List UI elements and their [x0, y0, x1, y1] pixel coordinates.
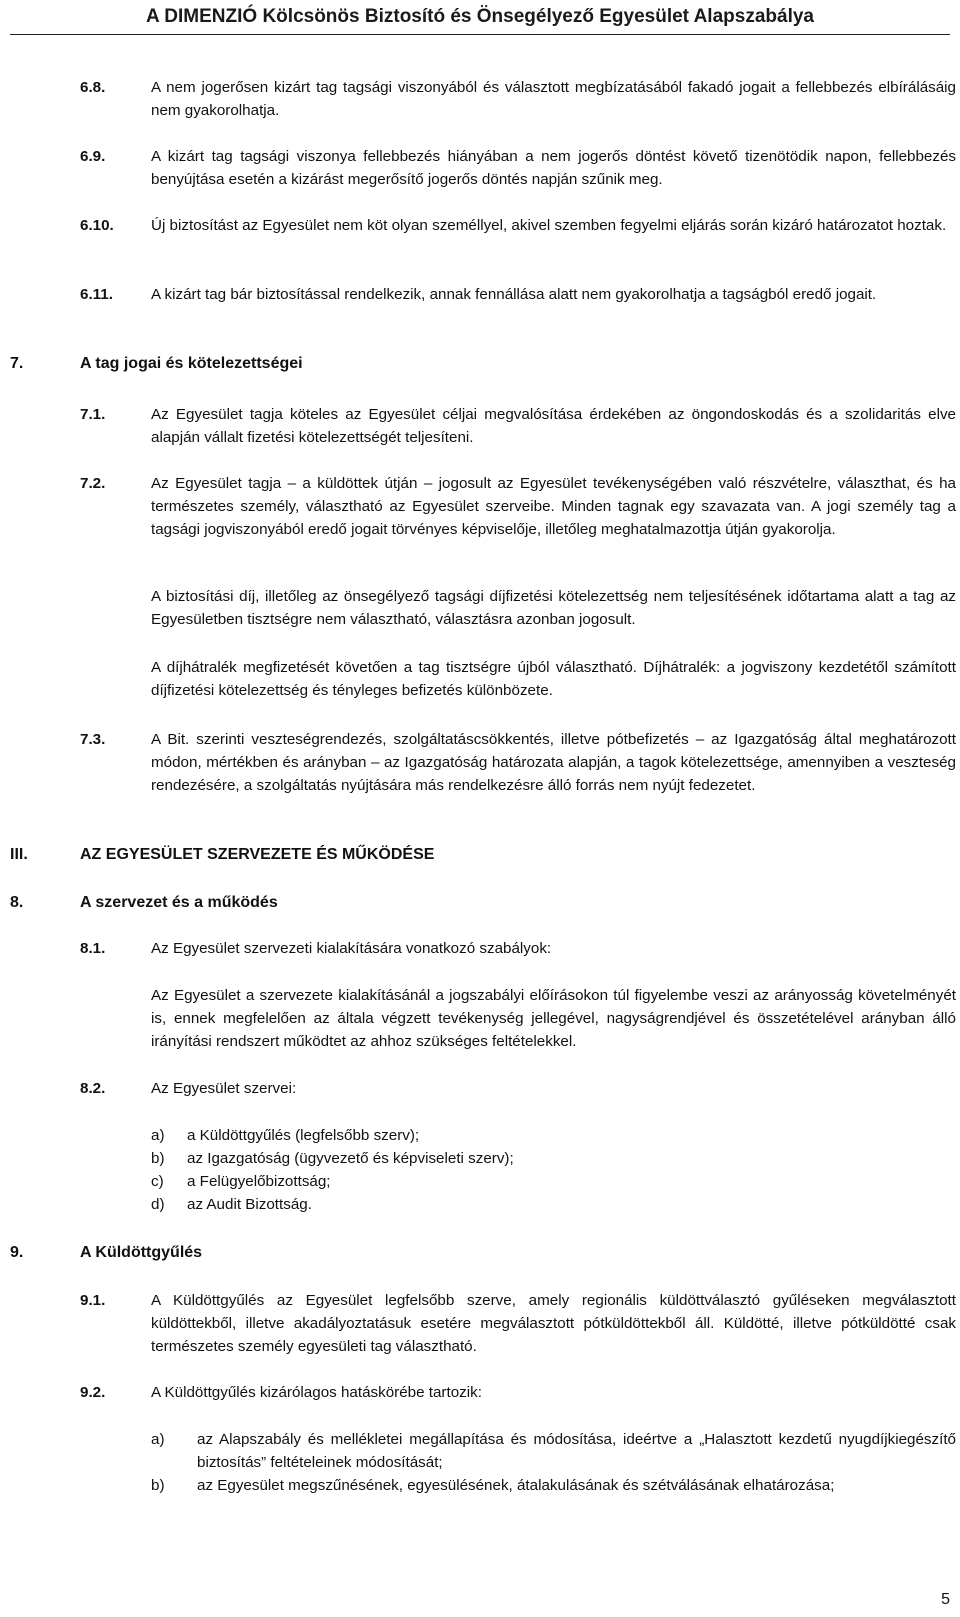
list-item: a Küldöttgyűlés (legfelsőbb szerv); [187, 1127, 420, 1144]
list-letter: b) [151, 1150, 165, 1167]
page-number: 5 [941, 1591, 950, 1608]
list-item: az Igazgatóság (ügyvezető és képviseleti szerv); [187, 1150, 514, 1167]
section-number: 6.9. [80, 148, 106, 165]
section-paragraph: A díjhátralék megfizetését követően a tag tisztségre újból választható. Díjhátralék: a jogviszony kezdetétől számított díjfizetési kötelezettség és tényleges befizetés különbözete. [151, 659, 956, 699]
chapter-title: AZ EGYESÜLET SZERVEZETE ÉS MŰKÖDÉSE [80, 846, 435, 863]
section-text: Az Egyesület tagja – a küldöttek útján – jogosult az Egyesület tevékenységében való részvételre, választhat, és ha természetes személy, választható az Egyesület szerveibe. Minden tagnak egy szavazata van. A jogi személy tag a tagsági jogviszonyából eredő jogait törvényes képviselője, illetőleg meghatalmazottja útján gyakorolja. [151, 475, 956, 538]
list-item: az Egyesület megszűnésének, egyesülésének, átalakulásának és szétválásának elhatározása; [197, 1477, 835, 1494]
list-item: az Audit Bizottság. [187, 1196, 312, 1213]
section-number: 6.11. [80, 286, 113, 303]
section-text: A Küldöttgyűlés az Egyesület legfelsőbb szerve, amely regionális küldöttválasztó gyűléseken megválasztott küldöttekből, illetve akadályoztatásuk esetére megválasztott pótküldöttekből áll. Küldötté, illetve pótküldötté csak természetes személy egyesületi tag választható. [151, 1292, 956, 1355]
list-letter: b) [151, 1477, 165, 1494]
section-number: 8.1. [80, 940, 106, 957]
section-number: 8.2. [80, 1080, 106, 1097]
section-number: 6.10. [80, 217, 114, 234]
list-letter: a) [151, 1431, 165, 1448]
list-letter: a) [151, 1127, 165, 1144]
document-header: A DIMENZIÓ Kölcsönös Biztosító és Önsegélyező Egyesület Alapszabálya [146, 6, 814, 27]
section-text: Új biztosítást az Egyesület nem köt olyan személlyel, akivel szemben fegyelmi eljárás során kizáró határozatot hoztak. [151, 217, 947, 234]
section-text: A Küldöttgyűlés kizárólagos hatáskörébe tartozik: [151, 1384, 482, 1401]
heading-number: 8. [10, 894, 24, 911]
section-text: Az Egyesület szervezeti kialakítására vonatkozó szabályok: [151, 940, 552, 957]
section-number: 9.1. [80, 1292, 106, 1309]
chapter-number: III. [10, 846, 28, 863]
section-number: 7.3. [80, 731, 106, 748]
section-text: Az Egyesület szervei: [151, 1080, 297, 1097]
section-number: 6.8. [80, 79, 106, 96]
section-paragraph: Az Egyesület a szervezete kialakításánál a jogszabályi előírásokon túl figyelembe veszi az arányosság követelményét is, ennek megfelelően az általa végzett tevékenység jellegével, nagyságrendjével és összetételével arányban álló irányítási rendszert működtet az ahhoz szükséges feltételekkel. [151, 987, 956, 1050]
header-divider [10, 34, 950, 35]
section-number: 7.2. [80, 475, 106, 492]
list-item: az Alapszabály és mellékletei megállapítása és módosítása, ideértve a „Halasztott kezdetű nyugdíjkiegészítő biztosítás” feltételeinek módosítását; [197, 1431, 956, 1471]
heading-title: A Küldöttgyűlés [80, 1244, 203, 1261]
section-text: A Bit. szerinti veszteségrendezés, szolgáltatáscsökkentés, illetve pótbefizetés – az Igazgatóság által meghatározott módon, mértékben és arányban – az Igazgatóság határozata alapján, a tagok kötelezettsége, amennyiben a veszteség rendezésére, a szolgáltatás nyújtására más rendelkezésre álló forrás nem nyújt fedezetet. [151, 731, 956, 794]
section-text: Az Egyesület tagja köteles az Egyesület céljai megvalósítása érdekében az öngondoskodás és a szolidaritás elve alapján vállalt fizetési kötelezettségét teljesíteni. [151, 406, 956, 446]
list-letter: d) [151, 1196, 165, 1213]
section-text: A kizárt tag bár biztosítással rendelkezik, annak fennállása alatt nem gyakorolhatja a tagságból eredő jogait. [151, 286, 877, 303]
list-letter: c) [151, 1173, 164, 1190]
heading-number: 9. [10, 1244, 24, 1261]
heading-number: 7. [10, 355, 24, 372]
section-text: A kizárt tag tagsági viszonya fellebbezés hiányában a nem jogerős döntést követő tizenötödik napon, fellebbezés benyújtása esetén a kizárást megerősítő jogerős döntés napján szűnik meg. [151, 148, 956, 188]
section-text: A nem jogerősen kizárt tag tagsági viszonyából és választott megbízatásából fakadó jogait a fellebbezés elbírálásáig nem gyakorolhatja. [151, 79, 956, 119]
section-number: 9.2. [80, 1384, 106, 1401]
heading-title: A tag jogai és kötelezettségei [80, 355, 303, 372]
list-item: a Felügyelőbizottság; [187, 1173, 331, 1190]
section-number: 7.1. [80, 406, 106, 423]
heading-title: A szervezet és a működés [80, 894, 278, 911]
section-paragraph: A biztosítási díj, illetőleg az önsegélyező tagsági díjfizetési kötelezettség nem teljesítésének időtartama alatt a tag az Egyesületben tisztségre nem választható, választásra azonban jogosult. [151, 588, 956, 628]
